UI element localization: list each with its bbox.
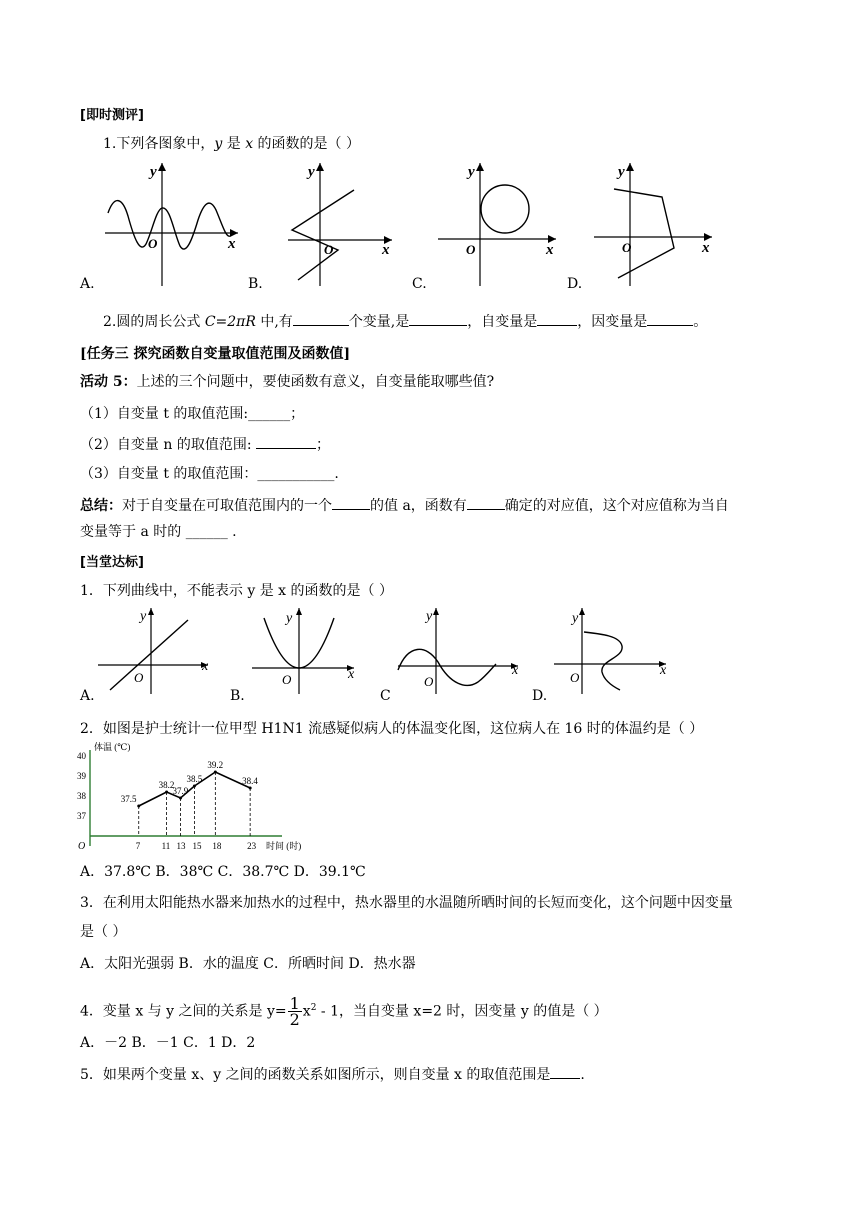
x-axis-title: 时间 (时) xyxy=(266,841,302,851)
blank-vars[interactable] xyxy=(409,311,467,326)
q1-var-y: y xyxy=(214,136,223,152)
blank-n-range[interactable] xyxy=(256,434,316,449)
data-point xyxy=(193,785,196,788)
question-2 xyxy=(103,311,707,332)
axis-y-label: y xyxy=(308,164,315,180)
data-label: 37.5 xyxy=(120,794,137,804)
blank-count[interactable] xyxy=(293,311,349,326)
item-2-post: ； xyxy=(316,437,330,453)
test-option-d: D. xyxy=(532,688,548,704)
test-question-3-answers: A．太阳光强弱 B．水的温度 C．所晒时间 D．热水器 xyxy=(80,956,416,972)
graph-b xyxy=(280,158,400,288)
item-2-text: （2）自变量 n 的取值范围: xyxy=(80,437,256,453)
chart-origin-label: O xyxy=(78,841,86,852)
axis-x-label: x xyxy=(546,242,554,258)
axis-y-label: y xyxy=(140,609,147,624)
summary-line-2: 变量等于 a 时的 ______ . xyxy=(80,524,237,540)
data-label: 38.5 xyxy=(186,774,203,784)
q1-text-mid: 是 xyxy=(222,136,246,152)
y-tick-label: 40 xyxy=(77,751,86,761)
q2-text-pre: 2.圆的周长公式 xyxy=(103,314,205,330)
x-tick-label: 18 xyxy=(212,841,222,851)
axis-x-label: x xyxy=(512,663,519,678)
activity-5 xyxy=(80,372,494,392)
test-option-a: A. xyxy=(80,688,95,704)
item-3: （3）自变量 t 的取值范围：___________. xyxy=(80,466,339,482)
test-question-4-answers: A．－2 B．－1 C．1 D．2 xyxy=(80,1035,256,1051)
origin-label: O xyxy=(466,242,476,257)
data-point xyxy=(179,797,182,800)
y-tick-label: 39 xyxy=(77,771,86,781)
q2-formula: C=2πR xyxy=(204,314,256,330)
x-tick-label: 11 xyxy=(161,841,171,851)
q1-var-x: x xyxy=(245,136,254,152)
q2-text-b: 个变量,是 xyxy=(348,314,410,330)
test-question-3: 3．在利用太阳能热水器来加热水的过程中，热水器里的水温随所晒时间的长短而变化，这个问题中因变量 xyxy=(80,895,733,911)
data-label: 39.2 xyxy=(207,760,224,770)
test-question-2: 2．如图是护士统计一位甲型 H1N1 流感疑似病人的体温变化图，这位病人在 16 时的体温约是（ ） xyxy=(80,721,704,737)
axis-x-label: x xyxy=(702,240,710,256)
x-tick-label: 15 xyxy=(192,841,202,851)
fraction-numerator: 1 xyxy=(289,994,300,1014)
axis-y-label: y xyxy=(468,164,475,180)
q4-exponent: 2 xyxy=(310,1003,317,1013)
summary-text-b: 的值 a，函数有 xyxy=(370,498,467,514)
axis-x-label: x xyxy=(228,236,236,252)
test-question-2-answers: A．37.8℃ B．38℃ C．38.7℃ D．39.1℃ xyxy=(80,864,366,880)
q2-text-c: ，自变量是 xyxy=(467,314,538,330)
option-c: C. xyxy=(412,276,427,292)
test-option-c: C xyxy=(380,688,391,704)
q4-var-x: x xyxy=(302,1003,311,1020)
q2-text-a: 中,有 xyxy=(255,314,293,330)
blank-independent[interactable] xyxy=(537,311,577,326)
question-1 xyxy=(103,134,360,154)
origin-label: O xyxy=(282,672,292,687)
q1-text-pre: 1.下列各图象中， xyxy=(103,136,215,152)
graph-a xyxy=(100,158,240,288)
section-title-quick-test: [即时测评] xyxy=(80,108,144,123)
blank-summary-2[interactable] xyxy=(467,495,505,510)
y-tick-label: 37 xyxy=(77,811,86,821)
blank-dependent[interactable] xyxy=(647,311,693,326)
origin-label: O xyxy=(622,240,632,255)
data-point xyxy=(214,771,217,774)
data-label: 38.2 xyxy=(158,780,175,790)
axis-x-label: x xyxy=(202,659,209,674)
fraction-denominator: 2 xyxy=(289,1010,300,1030)
graph-c xyxy=(434,158,560,288)
data-label: 38.4 xyxy=(242,776,258,786)
test-graph-d xyxy=(552,606,672,696)
activity-label: 活动 5： xyxy=(80,374,137,390)
q1-text-post: 的函数的是（ ） xyxy=(253,136,360,152)
y-axis-title: 体温 (℃) xyxy=(94,742,131,752)
option-a: A. xyxy=(80,276,95,292)
option-d: D. xyxy=(567,276,583,292)
item-2 xyxy=(80,434,330,455)
data-point xyxy=(249,787,252,790)
axis-y-label: y xyxy=(426,609,433,624)
y-tick-label: 38 xyxy=(77,791,86,801)
blank-x-range[interactable] xyxy=(550,1064,580,1079)
summary-line-1 xyxy=(80,495,729,516)
axis-y-label: y xyxy=(150,164,157,180)
test-graph-c xyxy=(396,606,524,696)
q2-text-e: 。 xyxy=(693,314,708,330)
temperature-chart xyxy=(76,742,306,850)
axis-x-label: x xyxy=(660,663,667,678)
summary-label: 总结： xyxy=(80,498,122,514)
test-option-b: B. xyxy=(230,688,245,704)
data-point xyxy=(165,791,168,794)
x-tick-label: 7 xyxy=(135,841,141,851)
axis-y-label: y xyxy=(286,611,293,626)
test-question-5 xyxy=(80,1064,585,1085)
q2-text-d: ，因变量是 xyxy=(577,314,648,330)
test-question-3-cont: 是（ ） xyxy=(80,924,127,940)
section-title-class-test: [当堂达标] xyxy=(80,555,144,570)
q4-text-pre: 4．变量 x 与 y 之间的关系是 y= xyxy=(80,1003,287,1020)
option-b: B. xyxy=(248,276,263,292)
axis-y-label: y xyxy=(572,611,579,626)
section-title-task-3: [任务三 探究函数自变量取值范围及函数值] xyxy=(80,346,351,362)
q5-post: . xyxy=(580,1067,585,1083)
summary-text-a: 对于自变量在可取值范围内的一个 xyxy=(122,498,332,514)
axis-y-label: y xyxy=(618,164,625,180)
origin-label: O xyxy=(148,236,158,251)
test-question-1: 1．下列曲线中，不能表示 y 是 x 的函数的是（ ） xyxy=(80,583,393,599)
q4-text-post: - 1，当自变量 x=2 时，因变量 y 的值是（ ） xyxy=(316,1003,608,1020)
origin-label: O xyxy=(324,242,334,257)
origin-label: O xyxy=(570,670,580,685)
origin-label: O xyxy=(134,670,144,685)
summary-text-c: 确定的对应值，这个对应值称为当自 xyxy=(504,498,729,514)
blank-summary-1[interactable] xyxy=(332,495,370,510)
axis-x-label: x xyxy=(382,242,390,258)
data-point xyxy=(137,805,140,808)
data-label: 37.9 xyxy=(172,786,189,796)
fraction-one-half xyxy=(288,994,302,1030)
x-tick-label: 23 xyxy=(247,841,257,851)
x-tick-label: 13 xyxy=(176,841,186,851)
test-question-4 xyxy=(80,988,608,1028)
q5-text: 5．如果两个变量 x、y 之间的函数关系如图所示，则自变量 x 的取值范围是 xyxy=(80,1067,551,1083)
item-1: （1）自变量 t 的取值范围:______； xyxy=(80,406,305,422)
activity-text: 上述的三个问题中，要使函数有意义，自变量能取哪些值? xyxy=(136,374,495,390)
axis-x-label: x xyxy=(348,667,355,682)
graph-d xyxy=(592,158,718,288)
test-graph-b xyxy=(250,606,360,696)
origin-label: O xyxy=(424,674,434,689)
test-graph-a xyxy=(96,606,216,696)
